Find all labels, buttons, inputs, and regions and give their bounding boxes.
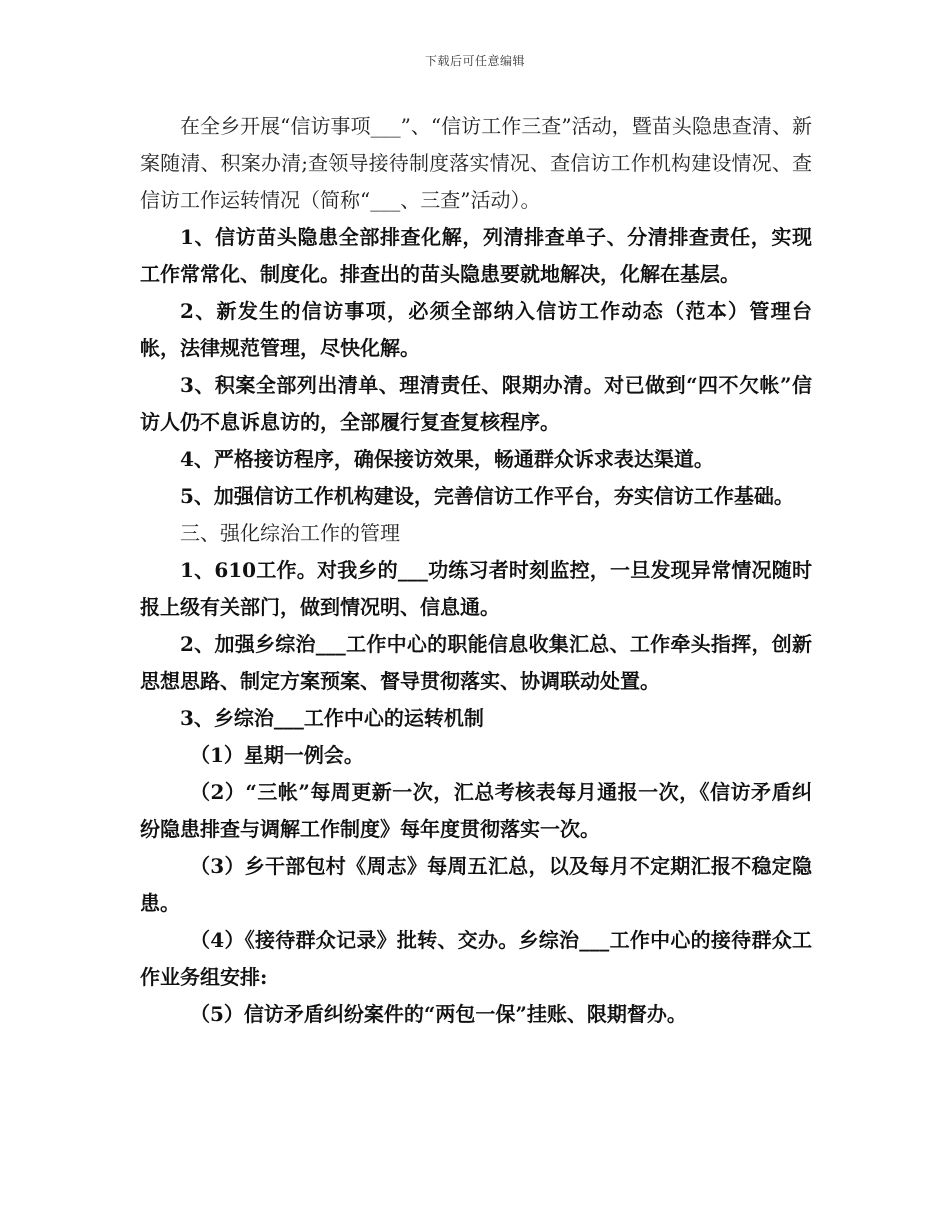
page-header-note: 下载后可任意编辑 (424, 54, 525, 68)
subitem-3: （3）乡干部包村《周志》每周五汇总，以及每月不定期汇报不稳定隐患。 (140, 854, 812, 915)
paragraph-item-5: 5、加强信访工作机构建设，完善信访工作平台，夯实信访工作基础。 (180, 484, 794, 508)
section-heading-3: 三、强化综治工作的管理 (180, 521, 400, 545)
paragraph-item-2: 2、新发生的信访事项，必须全部纳入信访工作动态（范本）管理台帐，法律规范管理，尽快化解。 (140, 299, 812, 360)
paragraph-item-3: 3、积案全部列出清单、理清责任、限期办清。对已做到“四不欠帐”信访人仍不息诉息访的，全部履行复查复核程序。 (140, 373, 812, 434)
paragraph-center-function: 2、加强乡综治___工作中心的职能信息收集汇总、工作牵头指挥，创新思想思路、制定方案预案、督导贯彻落实、协调联动处置。 (140, 632, 812, 693)
document-body (140, 108, 812, 1033)
paragraph-item-1: 1、信访苗头隐患全部排查化解，列清排查单子、分清排查责任，实现工作常常化、制度化。排查出的苗头隐患要就地解决，化解在基层。 (140, 225, 812, 286)
paragraph-610-work: 1、610工作。对我乡的___功练习者时刻监控，一旦发现异常情况随时报上级有关部门，做到情况明、信息通。 (140, 558, 812, 619)
subitem-2: （2）“三帐”每周更新一次，汇总考核表每月通报一次，《信访矛盾纠纷隐患排查与调解工作制度》每年度贯彻落实一次。 (140, 780, 812, 841)
subitem-1: （1）星期一例会。 (190, 743, 364, 767)
subitem-4: （4）《接待群众记录》批转、交办。乡综治___工作中心的接待群众工作业务组安排: (140, 928, 812, 989)
paragraph-item-4: 4、严格接访程序，确保接访效果，畅通群众诉求表达渠道。 (180, 447, 714, 471)
subitem-5: （5）信访矛盾纠纷案件的“两包一保”挂账、限期督办。 (190, 1002, 687, 1026)
paragraph-intro: 在全乡开展“信访事项___”、“信访工作三查”活动，暨苗头隐患查清、新案随清、积案办清;查领导接待制度落实情况、查信访工作机构建设情况、查信访工作运转情况（简称“___、三查”活动）。 (140, 114, 812, 212)
paragraph-center-mechanism: 3、乡综治___工作中心的运转机制 (180, 706, 484, 730)
